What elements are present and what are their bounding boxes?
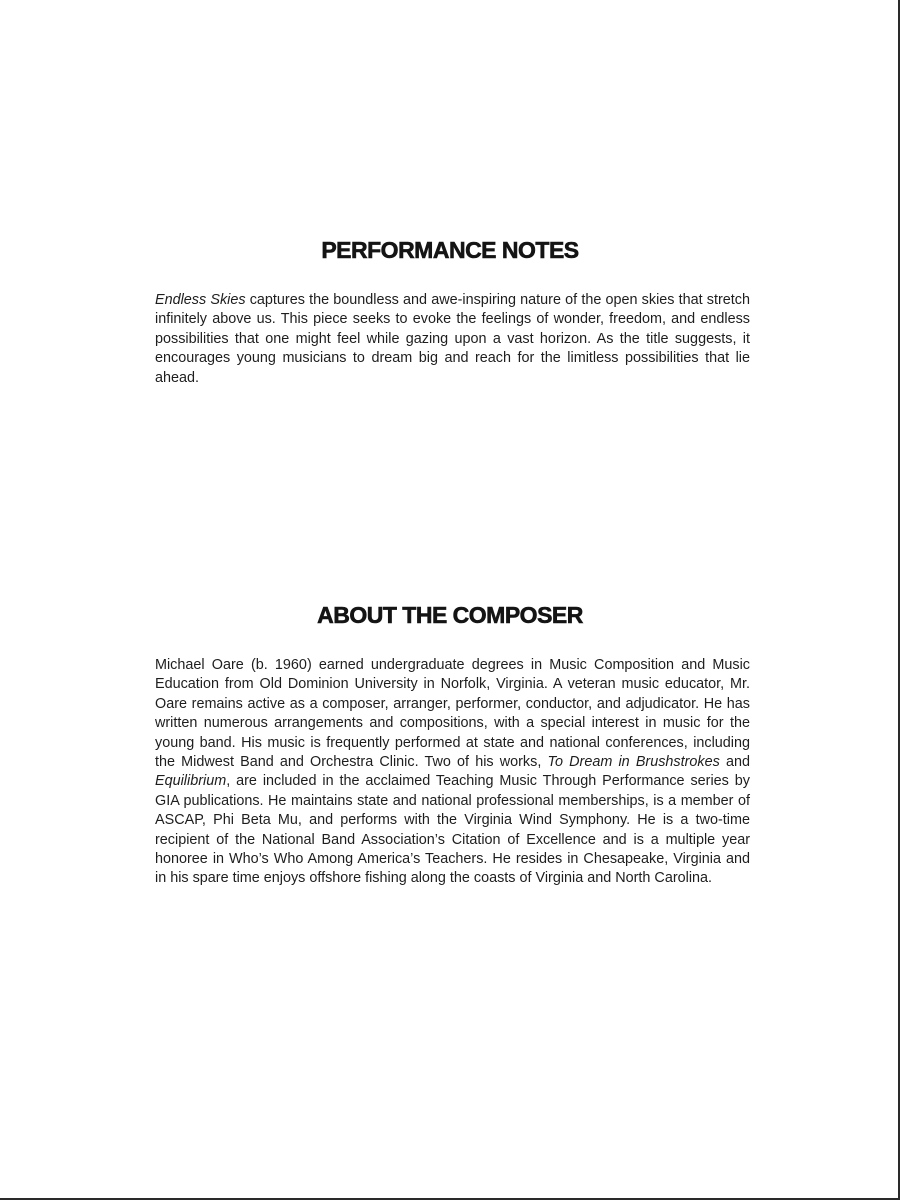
work-title-equilibrium: Equilibrium bbox=[155, 773, 227, 790]
piece-title: Endless Skies bbox=[155, 292, 246, 308]
composer-bio-part2: and bbox=[719, 754, 751, 771]
composer-bio-part1: Michael Oare (b. 1960) earned undergraduate degrees in Music Composition and Music Education from Old Dominion University in Norfolk, Virginia. A veteran music educator, Mr. Oare remains active as a composer, arranger, performer, conductor, and adjudicator. He has written numerous arrangements and compositions, with a special interest in music for the young band. His music is frequently performed at state and national conferences, including the Midwest Band and Orchestra Clinic. Two of his works, bbox=[155, 657, 750, 771]
performance-notes-paragraph bbox=[155, 291, 750, 388]
work-title-brushstrokes: To Dream in Brushstrokes bbox=[547, 754, 720, 771]
performance-notes-body: captures the boundless and awe-inspiring nature of the open skies that stretch infinitely above us. This piece seeks to evoke the feelings of wonder, freedom, and endless possibilities that one might feel while gazing upon a vast horizon. As the title suggests, it encourages young musicians to dream big and reach for the limitless possibilities that lie ahead. bbox=[155, 292, 750, 386]
composer-bio-part3: , are included in the acclaimed Teaching Music Through Performance series by GIA publications. He maintains state and national professional memberships, is a member of ASCAP, Phi Beta Mu, and performs with the Virginia Wind Symphony. He is a two-time recipient of the National Band Association’s Citation of Excellence and is a multiple year honoree in Who’s Who Among America’s Teachers. He resides in Chesapeake, Virginia and in his spare time enjoys offshore fishing along the coasts of Virginia and North Carolina. bbox=[155, 773, 750, 887]
about-composer-paragraph bbox=[155, 656, 750, 889]
performance-notes-heading: PERFORMANCE NOTES bbox=[321, 237, 579, 263]
about-composer-heading: ABOUT THE COMPOSER bbox=[317, 602, 583, 628]
